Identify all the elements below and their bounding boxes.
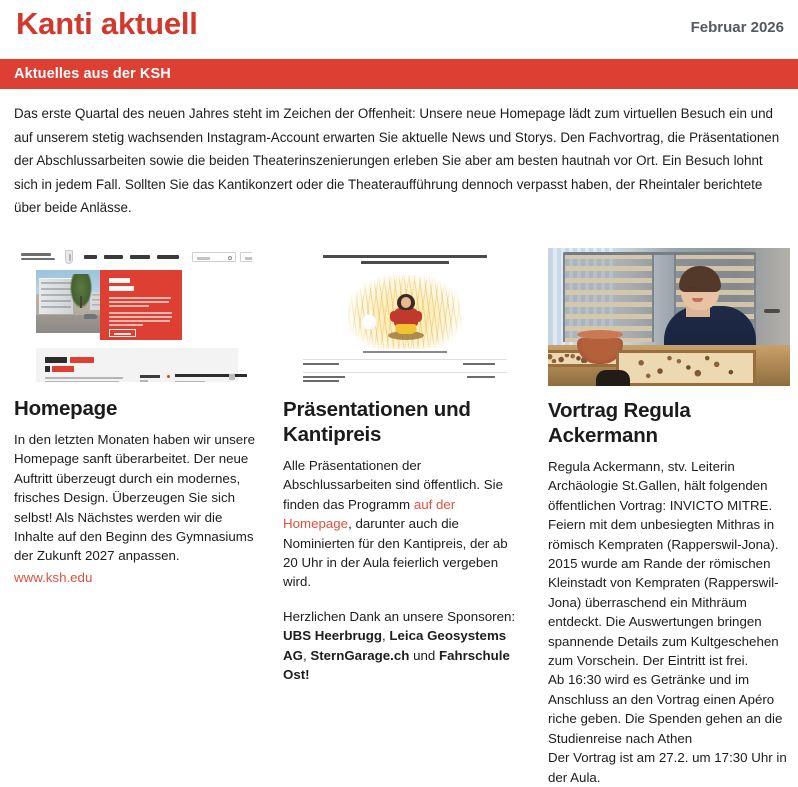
poster-mockup <box>291 248 519 384</box>
mock-events-text <box>45 377 123 379</box>
mock-search-input <box>192 252 236 262</box>
mock-events-section <box>36 348 238 382</box>
door-handle-icon <box>764 309 780 313</box>
sponsor-name-2: Leica Geosystems AG <box>283 628 507 663</box>
presentation-poster-thumbnail[interactable] <box>291 248 519 384</box>
sponsor-separator: , <box>382 628 390 644</box>
body-text-part-2: , darunter auch die Nominierten für den Kantipreis, der ab 20 Uhr in der Aula feierlich vergeben wird. <box>283 516 508 590</box>
homepage-url-link[interactable]: www.ksh.edu <box>14 569 93 585</box>
mock-hero-text <box>109 312 172 314</box>
poster-divider <box>303 372 507 373</box>
artifact-tray-main <box>616 350 756 386</box>
mock-event-detail <box>175 381 205 382</box>
tree-shape <box>70 274 92 308</box>
intro-paragraph: Das erste Quartal des neuen Jahres steht im Zeichen der Offenheit: Unsere neue Homepage lädt zum virtuellen Besuch ein und auf unserem stetig wachsenden Instagram-Account erwarten Sie aktuelle News und Storys. Den Fachvortrag, die Präsentationen der Abschlussarbeiten sowie die beiden Theaterinszenierungen erleben Sie aber am besten hautnah vor Ort. Ein Besuch lohnt sich in jedem Fall. Sollten Sie das Kantikonzert oder die Theateraufführung dennoch verpasst haben, der Rheintaler berichtete über beide Anlässe. <box>14 106 780 215</box>
mock-hero-button <box>109 329 136 337</box>
bullet-icon <box>167 375 170 378</box>
mock-nav-item-1 <box>84 255 97 259</box>
sponsor-separator: , <box>302 647 311 663</box>
regula-ackermann-photo[interactable] <box>548 248 790 386</box>
sponsor-name-3: SternGarage.ch <box>310 647 410 663</box>
mock-event-title <box>175 374 247 377</box>
poster-info-date <box>303 363 339 365</box>
shelving-rack-left <box>563 254 655 342</box>
mock-event-time <box>140 380 148 383</box>
mock-hero-text <box>109 301 169 303</box>
homepage-screenshot-thumbnail[interactable] <box>14 248 252 382</box>
website-mockup <box>14 248 252 382</box>
mock-hero-text <box>109 305 149 307</box>
mock-hero-text <box>109 324 143 326</box>
mock-hero-heading-line1 <box>109 278 130 283</box>
sponsors-end: ! <box>305 667 310 683</box>
poster-info-location <box>467 376 495 378</box>
article-body-text-line3: Der Vortrag ist am 27.2. um 17:30 Uhr in der Aula. <box>548 750 787 785</box>
mock-hero-text <box>109 316 172 318</box>
article-body-homepage <box>14 430 262 587</box>
mock-events-heading-dark2 <box>45 366 50 372</box>
sponsors-intro: Herzlichen Dank an unsere Sponsoren: <box>283 608 516 624</box>
figure-legs <box>396 324 416 334</box>
mock-events-heading-red2 <box>52 366 74 372</box>
article-body-paragraph <box>283 456 526 592</box>
mock-navbar <box>14 248 252 266</box>
mock-events-heading-dark1 <box>45 357 67 363</box>
issue-date: Februar 2026 <box>690 19 784 36</box>
dark-artifact <box>596 370 630 386</box>
figure-face <box>401 297 411 308</box>
photo-content <box>548 248 790 386</box>
article-vortrag <box>548 248 790 787</box>
poster-illustration <box>348 275 462 349</box>
article-body-praesentationen <box>283 456 526 684</box>
masthead <box>0 0 798 56</box>
school-logo-icon <box>21 253 51 256</box>
page-title: Kanti aktuell <box>16 6 198 41</box>
person-smile <box>692 298 703 302</box>
article-homepage <box>14 248 262 587</box>
sponsor-separator: und <box>409 647 439 663</box>
search-icon <box>228 256 232 260</box>
poster-title-line2 <box>361 261 449 264</box>
mock-hero-heading-line2 <box>109 286 134 291</box>
article-heading-praesentationen: Präsentationen und Kantipreis <box>283 398 471 446</box>
rabbit-icon <box>362 315 376 329</box>
poster-title-line1 <box>323 255 487 258</box>
school-building-shape <box>39 278 73 314</box>
mock-nav-item-2 <box>104 255 123 259</box>
mock-hero-text <box>109 320 170 322</box>
homepage-inline-link[interactable]: auf der Homepage <box>283 496 456 532</box>
crest-icon <box>65 250 73 264</box>
mock-nav-item-3 <box>130 255 150 259</box>
mock-event-date <box>140 375 160 378</box>
body-text-part-1: Alle Präsentationen der Abschlussarbeiten sind öffentlich. Sie finden das Programm <box>283 458 504 512</box>
poster-info-line1 <box>303 376 345 378</box>
section-banner <box>0 59 798 89</box>
article-body-text: In den letzten Monaten haben wir unsere Homepage sanft überarbeitet. Der neue Auftritt überzeugt durch ein modernes, frisches Design. Überzeugen Sie sich selbst! Als Nächstes werden wir die Inhalte auf den Beginn des Gymnasiums der Zukunft 2027 anpassen. <box>14 432 255 564</box>
shelving-rack-top-bar <box>563 252 757 255</box>
mock-events-text <box>45 381 119 382</box>
sponsors-paragraph <box>283 607 526 685</box>
scroll-top-icon <box>229 374 235 380</box>
article-body-vortrag <box>548 457 790 787</box>
school-logo-subtitle-icon <box>21 258 55 261</box>
poster-info-line2 <box>303 380 339 382</box>
person-eye-right <box>702 287 706 289</box>
sponsor-name-1: UBS Heerbrugg <box>283 628 382 644</box>
section-banner-label: Aktuelles aus der KSH <box>14 66 171 82</box>
poster-divider <box>303 359 507 360</box>
mock-nav-item-4 <box>157 255 179 259</box>
mock-language-select <box>240 252 252 262</box>
article-heading-homepage: Homepage <box>14 397 118 420</box>
article-body-text: Regula Ackermann, stv. Leiterin Archäologie St.Gallen, hält folgenden öffentlichen Vortrag: INVICTO MITRE. Feiern mit dem unbesiegten Mithras in römisch Kempraten (Rapperswil-Jona). 2015 wurde am Rande der römischen Kleinstadt von Kempraten (Rapperswil-Jona) überraschend ein Mithräum entdeckt. Die Auswertungen bringen spannende Details zum Kultgeschehen zum Vorschein. Der Eintritt ist frei. <box>548 459 779 669</box>
mock-events-heading-red1 <box>70 357 94 363</box>
article-praesentationen <box>283 248 526 684</box>
mock-hero-text <box>109 297 171 299</box>
sponsor-name-4: Fahrschule Ost <box>283 647 510 683</box>
poster-info-time <box>463 363 495 365</box>
person-eye-left <box>689 287 693 289</box>
pottery-shards <box>627 355 745 381</box>
article-body-text-line2: Ab 16:30 wird es Getränke und im Anschluss an den Vortrag einen Apéro riche geben. Die Spenden gehen an die Studienreise nach Athen <box>548 672 783 746</box>
poster-caption <box>363 351 447 353</box>
mock-hero-panel <box>100 270 182 340</box>
car-shape <box>84 314 97 319</box>
article-heading-vortrag: Vortrag Regula Ackermann <box>548 399 691 447</box>
